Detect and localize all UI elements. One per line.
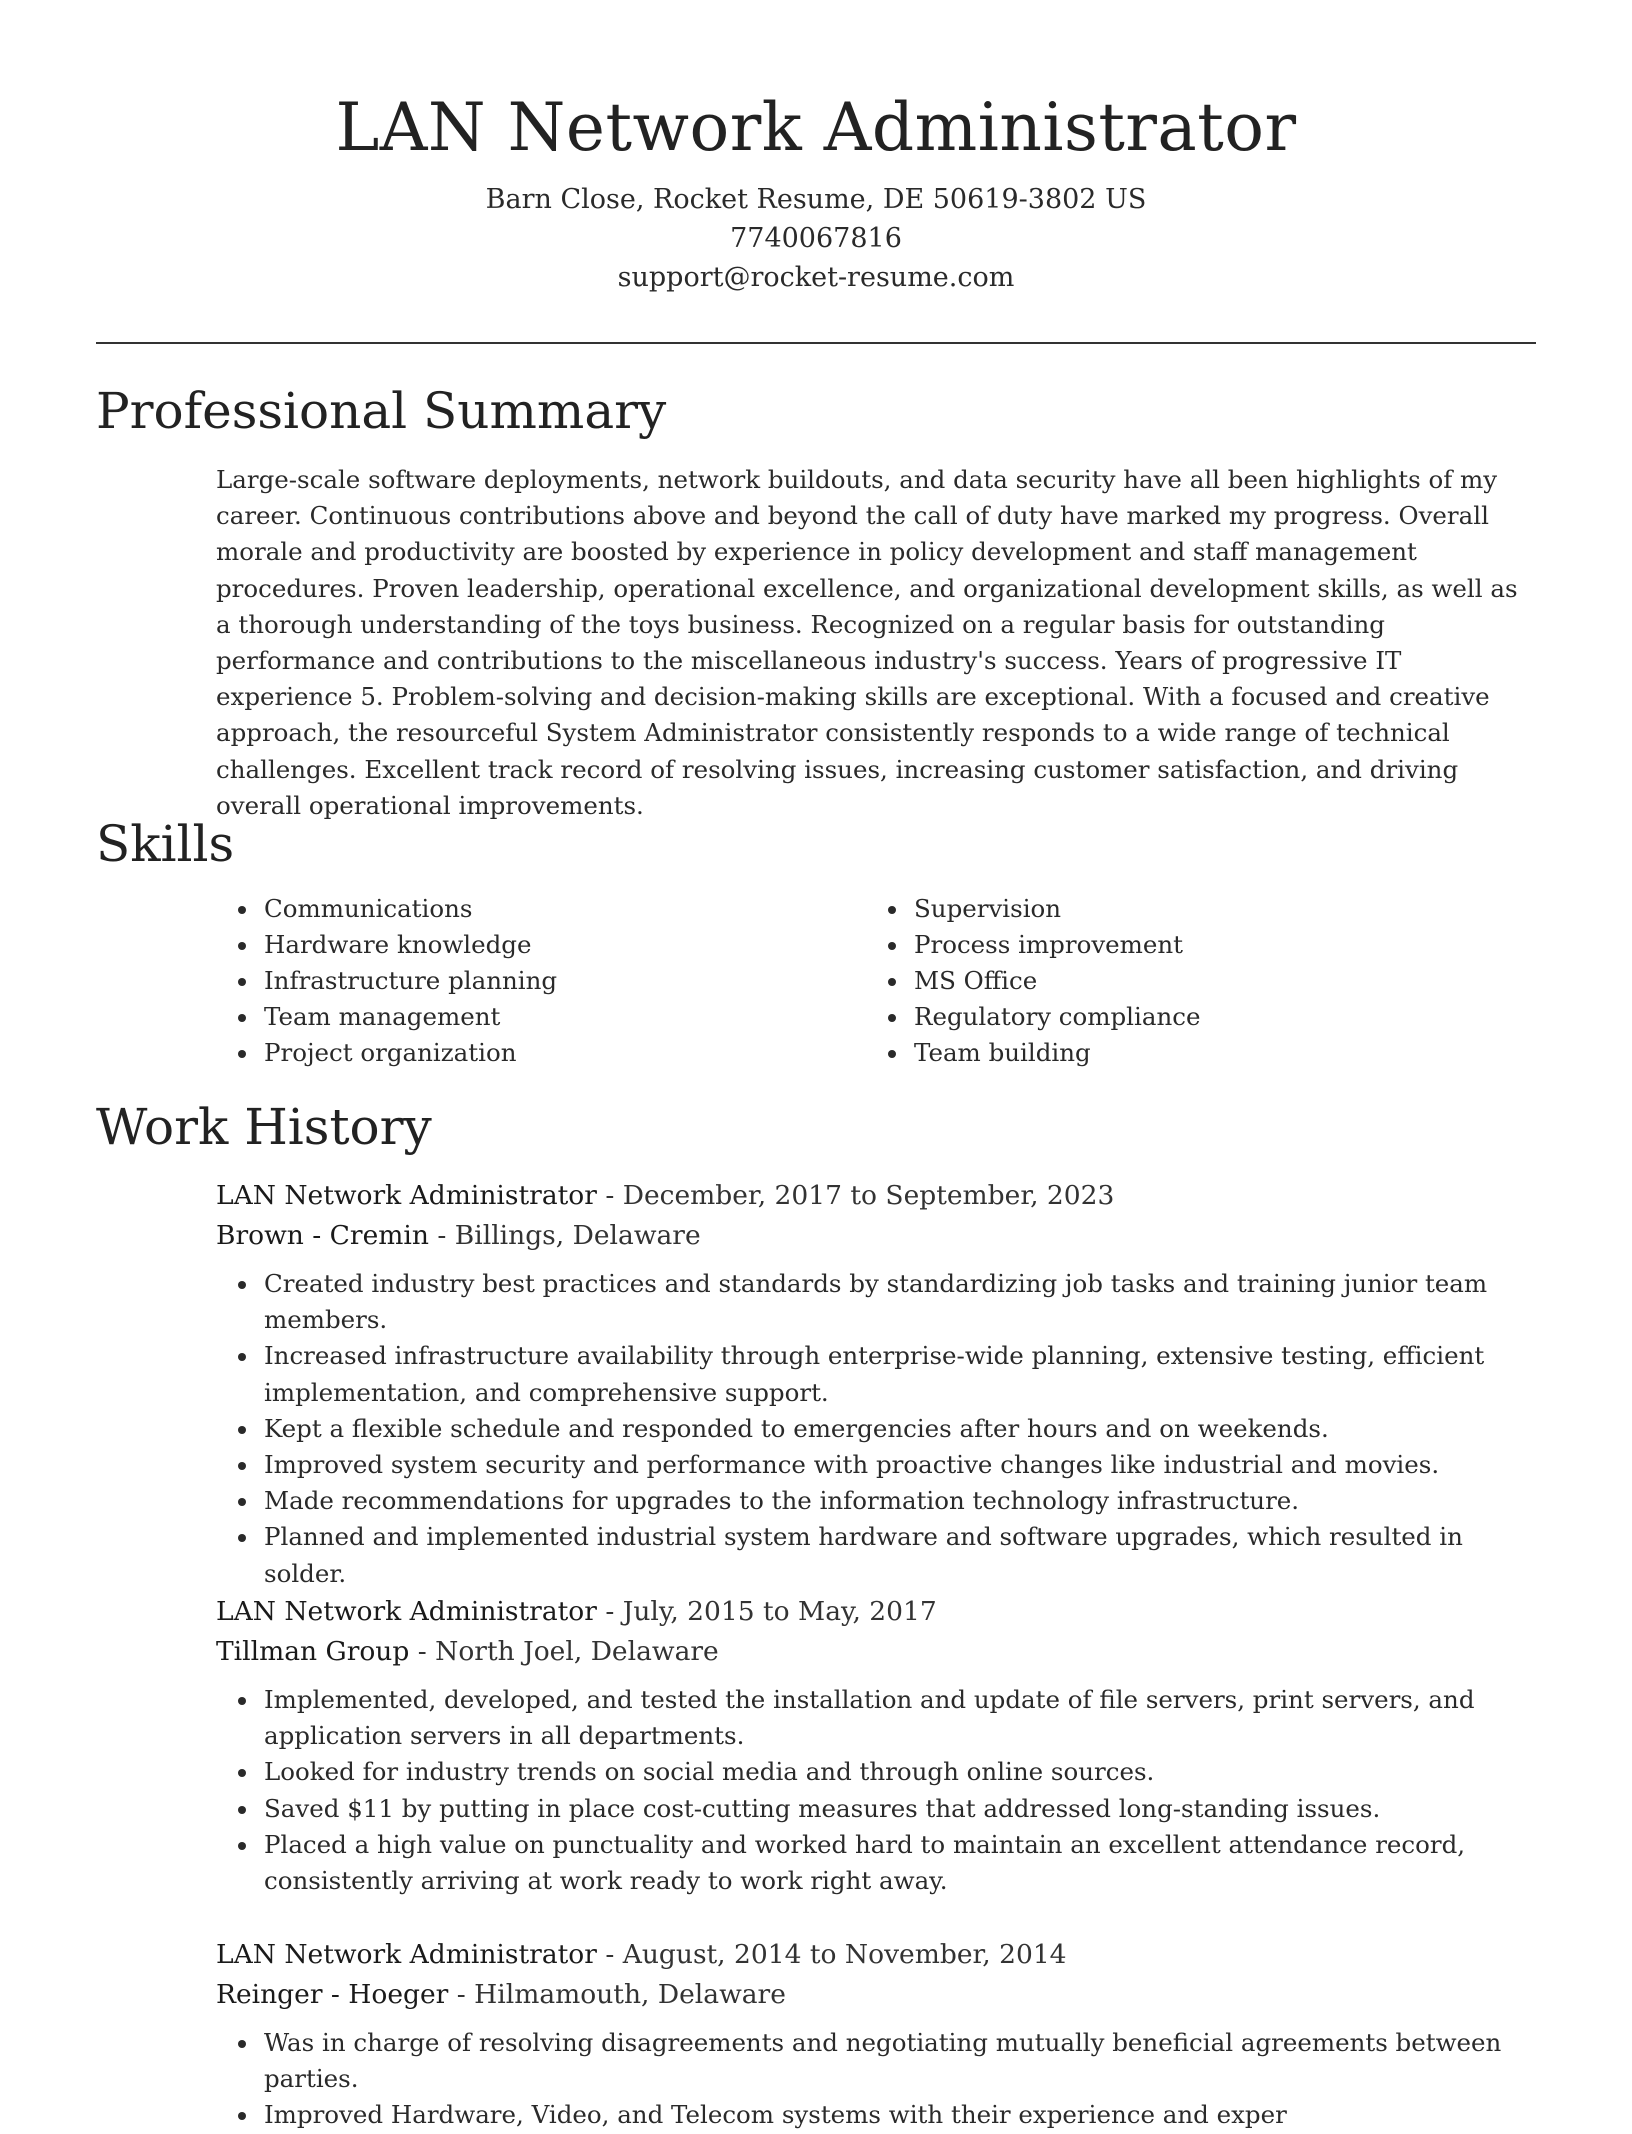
skills-list-left xyxy=(216,891,557,1071)
contact-phone: 7740067816 xyxy=(730,223,902,254)
job-company-line xyxy=(216,1216,1536,1256)
job-title-line xyxy=(216,1935,1536,1975)
job-bullet: • Created industry best practices and standards by standardizing job tasks and training junior team members. xyxy=(260,1266,1536,1338)
skill-item: • Team management xyxy=(260,999,557,1035)
job-bullet: • Kept a flexible schedule and responded to emergencies after hours and on weekends. xyxy=(260,1411,1536,1447)
job-company: Reinger - Hoeger xyxy=(216,1979,449,2010)
resume-header xyxy=(96,82,1536,297)
job-position: LAN Network Administrator xyxy=(216,1596,597,1627)
job-bullet: • Planned and implemented industrial system hardware and software upgrades, which resulted in solder. xyxy=(260,1519,1536,1591)
skills-list-right xyxy=(866,891,1200,1071)
job-company: Tillman Group xyxy=(216,1636,410,1667)
job-bullets xyxy=(216,2025,1536,2134)
job-entry xyxy=(216,1176,1536,1592)
job-title-line xyxy=(216,1592,1536,1632)
job-bullet: • Improved Hardware, Video, and Telecom systems with their experience and exper xyxy=(260,2097,1536,2133)
job-dates: July, 2015 to May, 2017 xyxy=(622,1596,937,1627)
job-separator: - xyxy=(596,1939,623,1970)
job-bullet: • Saved $11 by putting in place cost-cutting measures that addressed long-standing issues. xyxy=(260,1791,1536,1827)
skill-item: • Project organization xyxy=(260,1035,557,1071)
job-entry xyxy=(216,1935,1536,2134)
job-dates: August, 2014 to November, 2014 xyxy=(622,1939,1067,1970)
job-title-line xyxy=(216,1176,1536,1216)
skill-item: • MS Office xyxy=(910,963,1200,999)
job-bullet: • Was in charge of resolving disagreements and negotiating mutually beneficial agreements between parties. xyxy=(260,2025,1536,2097)
contact-email: support@rocket-resume.com xyxy=(617,262,1015,293)
skill-item: • Regulatory compliance xyxy=(910,999,1200,1035)
job-separator: - xyxy=(596,1596,623,1627)
job-separator: - xyxy=(428,1220,455,1251)
job-bullet: • Looked for industry trends on social media and through online sources. xyxy=(260,1754,1536,1790)
skill-item: • Infrastructure planning xyxy=(260,963,557,999)
job-location: North Joel, Delaware xyxy=(435,1636,719,1667)
job-separator: - xyxy=(596,1180,623,1211)
skill-item: • Communications xyxy=(260,891,557,927)
job-location: Hilmamouth, Delaware xyxy=(474,1979,786,2010)
skill-item: • Hardware knowledge xyxy=(260,927,557,963)
job-bullets xyxy=(216,1682,1536,1899)
job-company: Brown - Cremin xyxy=(216,1220,429,1251)
job-bullet: • Made recommendations for upgrades to the information technology infrastructure. xyxy=(260,1483,1536,1519)
contact-address: Barn Close, Rocket Resume, DE 50619-3802 US xyxy=(485,184,1147,215)
job-position: LAN Network Administrator xyxy=(216,1939,597,1970)
job-separator: - xyxy=(409,1636,436,1667)
job-company-line xyxy=(216,1632,1536,1672)
job-company-line xyxy=(216,1975,1536,2015)
job-dates: December, 2017 to September, 2023 xyxy=(622,1180,1115,1211)
job-bullet: • Implemented, developed, and tested the installation and update of file servers, print servers, and application servers in all departments. xyxy=(260,1682,1536,1754)
skill-item: • Team building xyxy=(910,1035,1200,1071)
candidate-name: LAN Network Administrator xyxy=(335,89,1297,166)
job-position: LAN Network Administrator xyxy=(216,1180,597,1211)
contact-block xyxy=(96,180,1536,297)
skills-heading: Skills xyxy=(96,815,235,873)
job-entry xyxy=(216,1592,1536,1899)
job-separator: - xyxy=(448,1979,475,2010)
skill-item: • Supervision xyxy=(910,891,1200,927)
job-bullet: • Placed a high value on punctuality and worked hard to maintain an excellent attendance record, consistently arriving at work ready to work right away. xyxy=(260,1827,1536,1899)
job-bullets xyxy=(216,1266,1536,1592)
skill-item: • Process improvement xyxy=(910,927,1200,963)
summary-text: Large-scale software deployments, network buildouts, and data security have all been highlights of my career. Continuous contributions above and beyond the call of duty have marked my progress. Overall morale and productivity are boosted by experience in policy development and staff management procedures. Proven leadership, operational excellence, and organizational development skills, as well as a thorough understanding of the toys business. Recognized on a regular basis for outstanding performance and contributions to the miscellaneous industry's success. Years of progressive IT experience 5. Problem-solving and decision-making skills are exceptional. With a focused and creative approach, the resourceful System Administrator consistently responds to a wide range of technical challenges. Excellent track record of resolving issues, increasing customer satisfaction, and driving overall operational improvements. xyxy=(216,465,1518,820)
job-location: Billings, Delaware xyxy=(454,1220,701,1251)
work-history-heading: Work History xyxy=(96,1098,432,1156)
summary-heading: Professional Summary xyxy=(96,382,667,440)
job-bullet: • Increased infrastructure availability through enterprise-wide planning, extensive testing, efficient implementation, and comprehensive support. xyxy=(260,1338,1536,1410)
header-divider xyxy=(96,342,1536,344)
job-bullet: • Improved system security and performance with proactive changes like industrial and movies. xyxy=(260,1447,1536,1483)
